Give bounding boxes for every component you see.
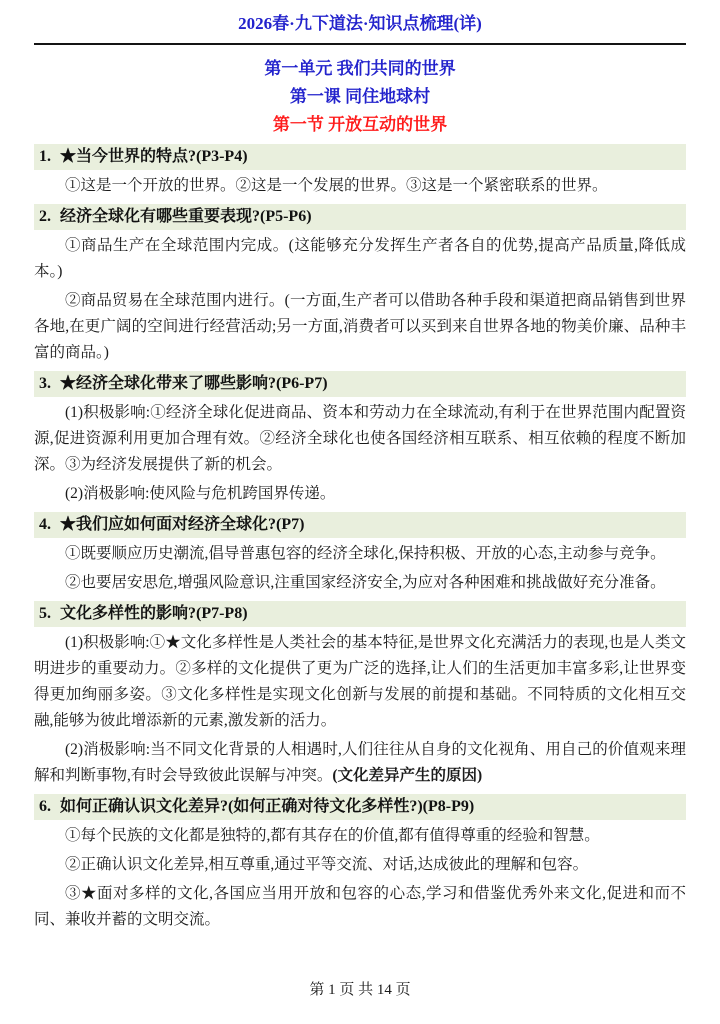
section-heading: 第一节 开放互动的世界 bbox=[272, 115, 448, 134]
question-heading bbox=[34, 601, 686, 627]
question-heading bbox=[34, 371, 686, 397]
question-title: 如何正确认识文化差异?(如何正确对待文化多样性?)(P8-P9) bbox=[60, 798, 475, 815]
doc-title: 2026春·九下道法·知识点梳理(详) bbox=[238, 14, 482, 33]
question-title: ★我们应如何面对经济全球化?(P7) bbox=[60, 516, 305, 533]
questions-list bbox=[34, 144, 686, 933]
lesson-heading: 第一课 同住地球村 bbox=[289, 87, 431, 106]
answer-paragraph bbox=[34, 400, 686, 478]
answer-text: ②正确认识文化差异,相互尊重,通过平等交流、对话,达成彼此的理解和包容。 bbox=[65, 856, 589, 873]
question-number: 3. bbox=[39, 375, 51, 392]
question-number: 5. bbox=[39, 605, 51, 622]
answer-text: (2)消极影响:使风险与危机跨国界传递。 bbox=[65, 485, 336, 502]
answer-paragraph bbox=[34, 541, 686, 567]
answer-paragraph bbox=[34, 852, 686, 878]
answer-paragraph bbox=[34, 570, 686, 596]
question-number: 1. bbox=[39, 148, 51, 165]
unit-heading: 第一单元 我们共同的世界 bbox=[264, 59, 456, 78]
answer-paragraph bbox=[34, 630, 686, 734]
question-heading bbox=[34, 794, 686, 820]
answer-text: ①商品生产在全球范围内完成。(这能够充分发挥生产者各自的优势,提高产品质量,降低成本。) bbox=[34, 237, 686, 280]
page-footer: 第 1 页 共 14 页 bbox=[309, 982, 411, 998]
answer-text: ①这是一个开放的世界。②这是一个发展的世界。③这是一个紧密联系的世界。 bbox=[65, 177, 608, 194]
answer-paragraph bbox=[34, 173, 686, 199]
answer-text: (1)积极影响:①★文化多样性是人类社会的基本特征,是世界文化充满活力的表现,也是人类文明进步的重要动力。②多样的文化提供了更为广泛的选择,让人们的生活更加丰富多彩,让世界变得更加绚丽多姿。③文化多样性是实现文化创新与发展的前提和基础。不同特质的文化相互交融,能够为彼此增添新的元素,激发新的活力。 bbox=[34, 634, 686, 729]
answer-paragraph bbox=[34, 481, 686, 507]
answer-text: ①每个民族的文化都是独特的,都有其存在的价值,都有值得尊重的经验和智慧。 bbox=[65, 827, 600, 844]
question-title: 经济全球化有哪些重要表现?(P5-P6) bbox=[60, 208, 312, 225]
answer-text: ③★面对多样的文化,各国应当用开放和包容的心态,学习和借鉴优秀外来文化,促进和而不同、兼收并蓄的文明交流。 bbox=[34, 885, 686, 928]
answer-text: (1)积极影响:①经济全球化促进商品、资本和劳动力在全球流动,有利于在世界范围内配置资源,促进资源利用更加合理有效。②经济全球化也使各国经济相互联系、相互依赖的程度不断加深。③为经济发展提供了新的机会。 bbox=[34, 404, 686, 473]
answer-text: ②也要居安思危,增强风险意识,注重国家经济安全,为应对各种困难和挑战做好充分准备。 bbox=[65, 574, 666, 591]
answer-paragraph bbox=[34, 233, 686, 285]
question-heading bbox=[34, 144, 686, 170]
answer-paragraph bbox=[34, 823, 686, 849]
title-divider bbox=[34, 43, 686, 45]
answer-paragraph bbox=[34, 737, 686, 789]
question-number: 4. bbox=[39, 516, 51, 533]
question-heading bbox=[34, 204, 686, 230]
question-number: 2. bbox=[39, 208, 51, 225]
question-heading bbox=[34, 512, 686, 538]
answer-paragraph bbox=[34, 881, 686, 933]
answer-text: ②商品贸易在全球范围内进行。(一方面,生产者可以借助各种手段和渠道把商品销售到世界各地,在更广阔的空间进行经营活动;另一方面,消费者可以买到来自世界各地的物美价廉、品种丰富的商品。) bbox=[34, 292, 686, 361]
question-title: 文化多样性的影响?(P7-P8) bbox=[60, 605, 248, 622]
answer-text: ①既要顺应历史潮流,倡导普惠包容的经济全球化,保持积极、开放的心态,主动参与竞争。 bbox=[65, 545, 666, 562]
answer-text: (2)消极影响:当不同文化背景的人相遇时,人们往往从自身的文化视角、用自己的价值观来理解和判断事物,有时会导致彼此误解与冲突。 bbox=[34, 741, 686, 784]
question-title: ★经济全球化带来了哪些影响?(P6-P7) bbox=[60, 375, 328, 392]
answer-paragraph bbox=[34, 288, 686, 366]
answer-emphasis: (文化差异产生的原因) bbox=[332, 767, 483, 784]
question-number: 6. bbox=[39, 798, 51, 815]
question-title: ★当今世界的特点?(P3-P4) bbox=[60, 148, 248, 165]
